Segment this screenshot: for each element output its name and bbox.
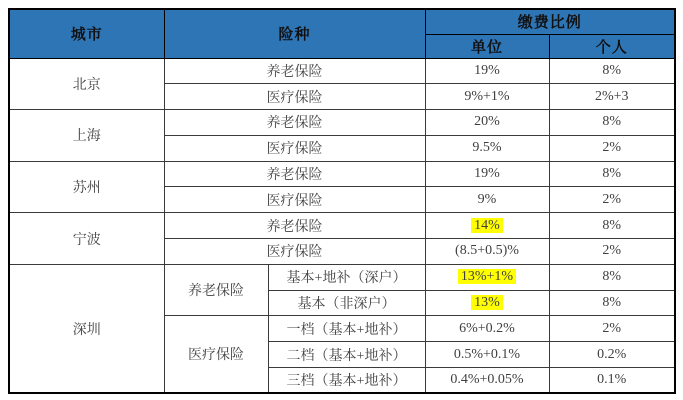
city-name: 北京: [9, 58, 164, 110]
insurance-type: 养老保险: [164, 110, 425, 136]
individual-rate: 8%: [549, 110, 675, 136]
individual-rate: 2%+3: [549, 84, 675, 110]
insurance-tier: 二档（基本+地补）: [268, 342, 425, 368]
table-row: [9, 213, 675, 239]
employer-rate: (8.5+0.5)%: [425, 239, 549, 265]
city-name: 苏州: [9, 161, 164, 213]
insurance-type: 养老保险: [164, 213, 425, 239]
highlighted-value: 14%: [471, 218, 503, 233]
insurance-tier: 三档（基本+地补）: [268, 368, 425, 394]
city-name: 宁波: [9, 213, 164, 265]
insurance-type: 医疗保险: [164, 187, 425, 213]
table-row: [9, 58, 675, 84]
insurance-tier: 基本+地补（深户）: [268, 264, 425, 290]
city-name: 上海: [9, 110, 164, 162]
employer-rate: 19%: [425, 58, 549, 84]
individual-rate: 8%: [549, 161, 675, 187]
insurance-type: 医疗保险: [164, 239, 425, 265]
employer-rate: 9%: [425, 187, 549, 213]
header-insurance-type: 险种: [164, 9, 425, 58]
insurance-type: 医疗保险: [164, 84, 425, 110]
individual-rate: 2%: [549, 135, 675, 161]
individual-rate: 2%: [549, 187, 675, 213]
employer-rate: 19%: [425, 161, 549, 187]
employer-rate: 9.5%: [425, 135, 549, 161]
insurance-type: 养老保险: [164, 58, 425, 84]
individual-rate: 0.2%: [549, 342, 675, 368]
highlighted-value: 13%+1%: [458, 269, 516, 284]
individual-rate: 8%: [549, 290, 675, 316]
table-row: [9, 110, 675, 136]
header-contribution-ratio: 缴费比例: [425, 9, 675, 34]
employer-rate: [425, 290, 549, 316]
header-employer: 单位: [425, 34, 549, 58]
insurance-type: 医疗保险: [164, 316, 268, 393]
employer-rate: 0.5%+0.1%: [425, 342, 549, 368]
insurance-tier: 一档（基本+地补）: [268, 316, 425, 342]
header-city: 城市: [9, 9, 164, 58]
insurance-type: 医疗保险: [164, 135, 425, 161]
header-individual: 个人: [549, 34, 675, 58]
employer-rate: [425, 264, 549, 290]
insurance-type: 养老保险: [164, 264, 268, 316]
insurance-tier: 基本（非深户）: [268, 290, 425, 316]
individual-rate: 2%: [549, 316, 675, 342]
individual-rate: 8%: [549, 264, 675, 290]
employer-rate: 6%+0.2%: [425, 316, 549, 342]
highlighted-value: 13%: [471, 295, 503, 310]
table-row: [9, 264, 675, 290]
employer-rate: 0.4%+0.05%: [425, 368, 549, 394]
city-name: 深圳: [9, 264, 164, 393]
employer-rate: [425, 213, 549, 239]
insurance-type: 养老保险: [164, 161, 425, 187]
individual-rate: 2%: [549, 239, 675, 265]
individual-rate: 8%: [549, 213, 675, 239]
header-row-1: [9, 9, 675, 34]
insurance-rates-table: [8, 8, 676, 394]
table-row: [9, 161, 675, 187]
employer-rate: 9%+1%: [425, 84, 549, 110]
individual-rate: 8%: [549, 58, 675, 84]
employer-rate: 20%: [425, 110, 549, 136]
individual-rate: 0.1%: [549, 368, 675, 394]
